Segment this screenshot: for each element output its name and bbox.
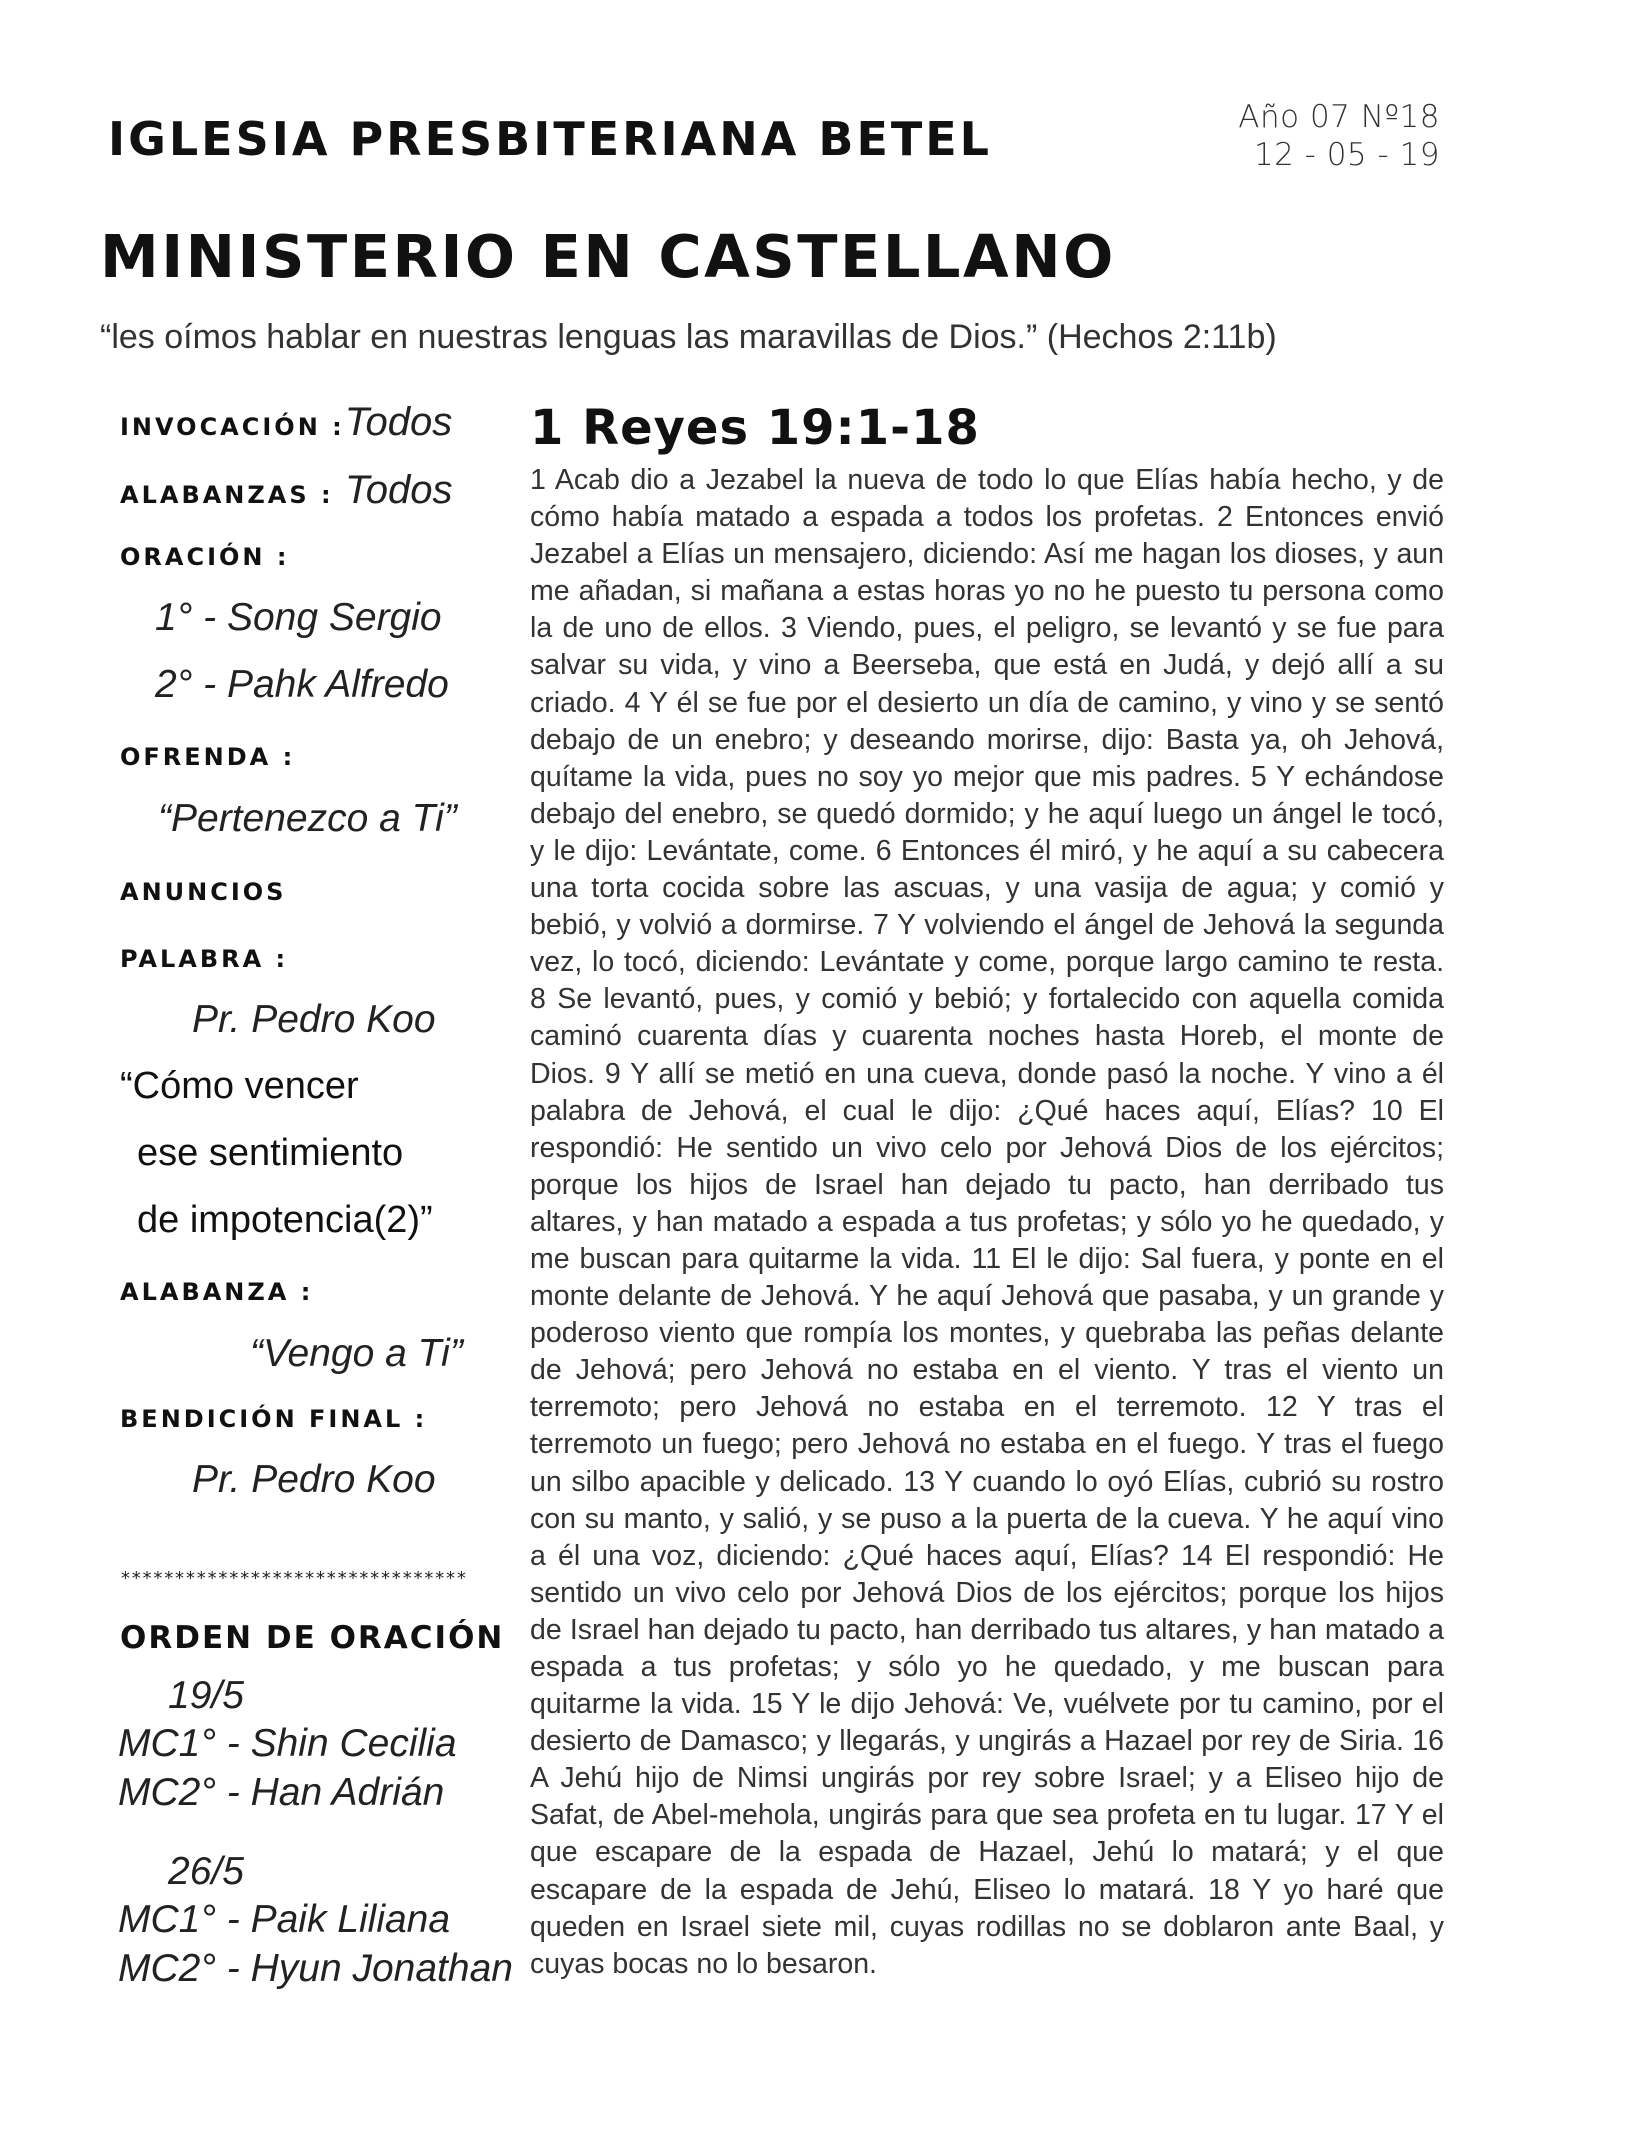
church-name: IGLESIA PRESBITERIANA BETEL	[108, 112, 992, 166]
alabanza-song: “Vengo a Ti”	[250, 1332, 463, 1375]
bendicion-label: BENDICIÓN FINAL :	[120, 1405, 428, 1433]
motto-verse: “les oímos hablar en nuestras lenguas las maravillas de Dios.” (Hechos 2:11b)	[100, 318, 1277, 356]
issue-info	[1238, 98, 1440, 174]
alabanzas-value: Todos	[344, 468, 453, 512]
prayer-date-1-mc1: MC1° - Shin Cecilia	[118, 1722, 457, 1765]
ofrenda-label: OFRENDA :	[120, 743, 296, 771]
invocacion-label: INVOCACIÓN :	[120, 413, 345, 441]
bendicion-pastor: Pr. Pedro Koo	[192, 1458, 436, 1501]
prayer-date-2: 26/5	[168, 1850, 244, 1893]
sermon-title-line2: ese sentimiento	[137, 1132, 404, 1174]
issue-date: 12 - 05 - 19	[1253, 137, 1440, 173]
issue-number: Año 07 Nº18	[1238, 99, 1440, 135]
palabra-label: PALABRA :	[120, 945, 289, 973]
separator: ********************************	[120, 1568, 467, 1589]
sermon-title-line3: de impotencia(2)”	[137, 1199, 433, 1241]
prayer-date-2-mc1: MC1° - Paik Liliana	[118, 1898, 451, 1941]
alabanzas-label: ALABANZAS :	[120, 481, 334, 509]
alabanzas-row	[120, 468, 452, 513]
prayer-date-1: 19/5	[168, 1674, 244, 1717]
ofrenda-song: “Pertenezco a Ti”	[158, 797, 457, 840]
passage-title: 1 Reyes 19:1-18	[530, 400, 980, 456]
prayer-date-2-mc2: MC2° - Hyun Jonathan	[118, 1947, 513, 1990]
prayer-order-title: ORDEN DE ORACIÓN	[120, 1620, 505, 1656]
invocacion-row	[120, 400, 452, 445]
oracion-second: 2° - Pahk Alfredo	[155, 663, 449, 706]
passage-text: 1 Acab dio a Jezabel la nueva de todo lo que Elías había hecho, y de cómo había matado a espada a todos los profetas. 2 Entonces envió Jezabel a Elías un mensajero, diciendo: Así me hagan los dioses, y aun me añadan, si mañana a estas horas yo no he puesto tu persona como la de uno de ellos. 3 Viendo, pues, el peligro, se levantó y se fue para salvar su vida, y vino a Beerseba, que está en Judá, y dejó allí a su criado. 4 Y él se fue por el desierto un día de camino, y vino y se sentó debajo de un enebro; y deseando morirse, dijo: Basta ya, oh Jehová, quítame la vida, pues no soy yo mejor que mis padres. 5 Y echándose debajo del enebro, se quedó dormido; y he aquí luego un ángel le tocó, y le dijo: Levántate, come. 6 Entonces él miró, y he aquí a su cabecera una torta cocida sobre las ascuas, y una vasija de agua; y comió y bebió, y volvió a dormirse. 7 Y volviendo el ángel de Jehová la segunda vez, lo tocó, diciendo: Levántate y come, porque largo camino te resta. 8 Se levantó, pues, y comió y bebió; y fortalecido con aquella comida caminó cuarenta días y cuarenta noches hasta Horeb, el monte de Dios. 9 Y allí se metió en una cueva, donde pasó la noche. Y vino a él palabra de Jehová, el cual le dijo: ¿Qué haces aquí, Elías? 10 El respondió: He sentido un vivo celo por Jehová Dios de los ejércitos; porque los hijos de Israel han dejado tu pacto, han derribado tus altares, y han matado a espada a tus profetas; y sólo yo he quedado, y me buscan para quitarme la vida. 11 El le dijo: Sal fuera, y ponte en el monte delante de Jehová. Y he aquí Jehová que pasaba, y un grande y poderoso viento que rompía los montes, y quebraba las peñas delante de Jehová; pero Jehová no estaba en el viento. Y tras el viento un terremoto; pero Jehová no estaba en el terremoto. 12 Y tras el terremoto un fuego; pero Jehová no estaba en el fuego. Y tras el fuego un silbo apacible y delicado. 13 Y cuando lo oyó Elías, cubrió su rostro con su manto, y salió, y se puso a la puerta de la cueva. Y he aquí vino a él una voz, diciendo: ¿Qué haces aquí, Elías? 14 El respondió: He sentido un vivo celo por Jehová Dios de los ejércitos; porque los hijos de Israel han dejado tu pacto, han derribado tus altares, y han matado a espada a tus profetas; y sólo yo he quedado, y me buscan para quitarme la vida. 15 Y le dijo Jehová: Ve, vuélvete por tu camino, por el desierto de Damasco; y llegarás, y ungirás a Hazael por rey de Siria. 16 A Jehú hijo de Nimsi ungirás por rey sobre Israel; y a Eliseo hijo de Safat, de Abel-mehola, ungirás para que sea profeta en tu lugar. 17 Y el que escapare de la espada de Hazael, Jehú lo matará; y el que escapare de la espada de Jehú, Eliseo lo matará. 18 Y yo haré que queden en Israel siete mil, cuyas rodillas no se doblaron ante Baal, y cuyas bocas no lo besaron.	[530, 464, 1444, 1980]
invocacion-value: Todos	[344, 400, 453, 444]
ministry-title: MINISTERIO EN CASTELLANO	[100, 222, 1116, 291]
anuncios-label: ANUNCIOS	[120, 878, 287, 906]
sermon-title-line1: “Cómo vencer	[120, 1065, 359, 1107]
alabanza-label: ALABANZA :	[120, 1278, 314, 1306]
oracion-first: 1° - Song Sergio	[155, 596, 442, 639]
palabra-pastor: Pr. Pedro Koo	[192, 998, 436, 1041]
oracion-label: ORACIÓN :	[120, 543, 290, 571]
prayer-date-1-mc2: MC2° - Han Adrián	[118, 1771, 445, 1814]
